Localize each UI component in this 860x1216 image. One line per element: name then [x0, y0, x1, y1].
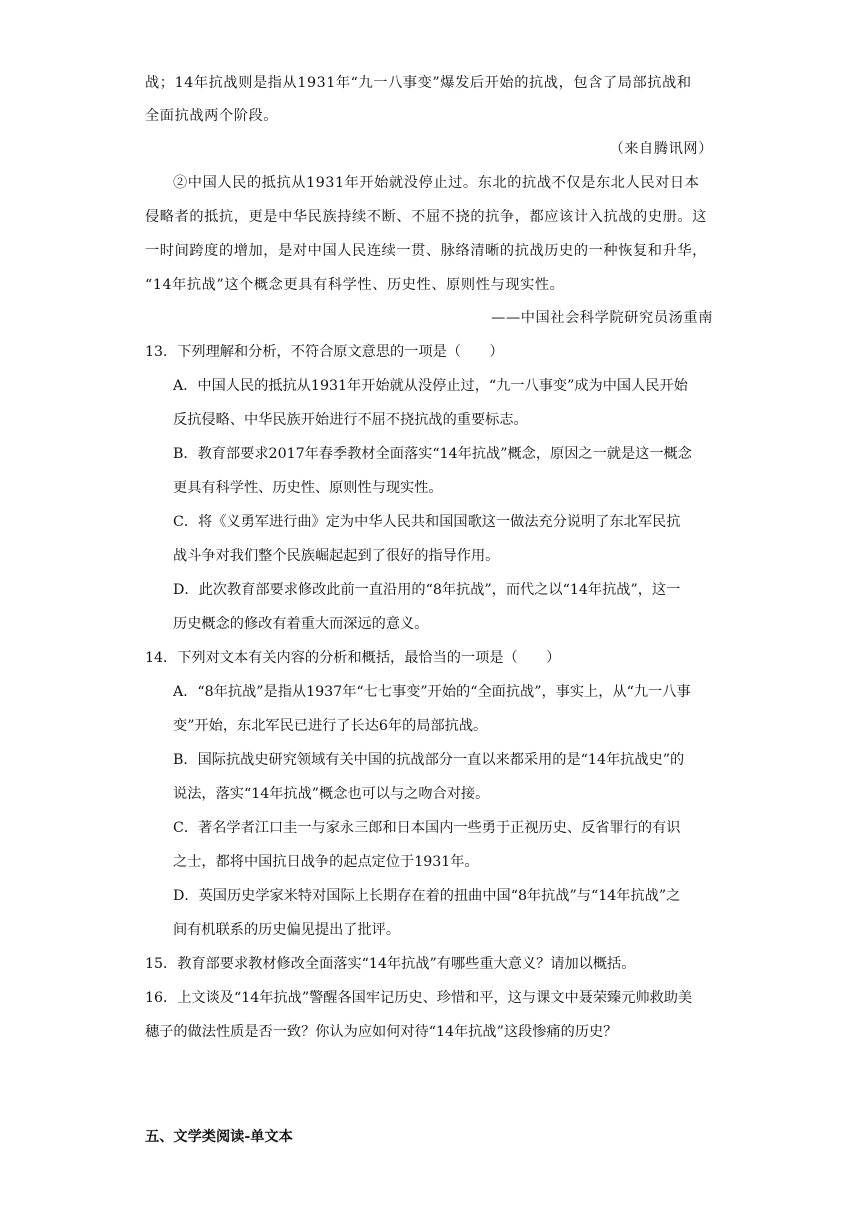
- passage-p1-line2: 全面抗战两个阶段。: [145, 108, 279, 124]
- passage-p2-line2: 侵略者的抵抗，更是中华民族持续不断、不屈不挠的抗争，都应该计入抗战的史册。这: [145, 209, 707, 225]
- question-14-option-b-cont: 说法，落实“14年抗战”概念也可以与之吻合对接。: [173, 786, 490, 802]
- passage-source: （来自腾讯网）: [609, 141, 713, 157]
- passage-p1-line1: 战；14年抗战则是指从1931年“九一八事变”爆发后开始的抗战，包含了局部抗战和: [145, 75, 692, 91]
- question-13-option-d: D．此次教育部要求修改此前一直沿用的“8年抗战”，而代之以“14年抗战”，这一: [173, 582, 681, 598]
- passage-p2-line3: 一时间跨度的增加，是对中国人民连续一贯、脉络清晰的抗战历史的一种恢复和升华，: [145, 243, 707, 259]
- passage-p2-line1: ②中国人民的抵抗从1931年开始就没停止过。东北的抗战不仅是东北人民对日本: [173, 175, 700, 191]
- question-14-option-b: B．国际抗战史研究领域有关中国的抗战部分一直以来都采用的是“14年抗战史”的: [173, 752, 685, 768]
- question-14-stem: 14．下列对文本有关内容的分析和概括，最恰当的一项是（ ）: [145, 650, 561, 666]
- question-14-option-c-cont: 之士，都将中国抗日战争的起点定位于1931年。: [173, 854, 479, 870]
- question-13-option-d-cont: 历史概念的修改有着重大而深远的意义。: [173, 616, 429, 632]
- question-13-option-a: A．中国人民的抵抗从1931年开始就从没停止过，“九一八事变”成为中国人民开始: [173, 378, 688, 394]
- question-14-option-d: D．英国历史学家米特对国际上长期存在着的扭曲中国“8年抗战”与“14年抗战”之: [173, 888, 681, 904]
- question-14-option-d-cont: 间有机联系的历史偏见提出了批评。: [173, 922, 401, 938]
- question-14-option-c: C．著名学者江口圭一与家永三郎和日本国内一些勇于正视历史、反省罪行的有识: [173, 820, 681, 836]
- section-heading: 五、文学类阅读-单文本: [145, 1129, 293, 1145]
- question-13-option-b: B．教育部要求2017年春季教材全面落实“14年抗战”概念，原因之一就是这一概念: [173, 446, 692, 462]
- question-15-stem: 15．教育部要求教材修改全面落实“14年抗战”有哪些重大意义？请加以概括。: [145, 956, 636, 972]
- passage-p2-line4: “14年抗战”这个概念更具有科学性、历史性、原则性与现实性。: [145, 277, 565, 293]
- passage-attribution: ——中国社会科学院研究员汤重南: [491, 310, 713, 326]
- question-16-line1: 16．上文谈及“14年抗战”警醒各国牢记历史、珍惜和平，这与课文中聂荣臻元帅救助美: [145, 990, 693, 1006]
- question-14-option-a: A．“8年抗战”是指从1937年“七七事变”开始的“全面抗战”，事实上，从“九一八事: [173, 684, 691, 700]
- question-13-option-c: C．将《义勇军进行曲》定为中华人民共和国国歌这一做法充分说明了东北军民抗: [173, 514, 681, 530]
- question-14-option-a-cont: 变”开始，东北军民已进行了长达6年的局部抗战。: [173, 718, 488, 734]
- question-13-option-c-cont: 战斗争对我们整个民族崛起起到了很好的指导作用。: [173, 548, 500, 564]
- question-13-stem: 13．下列理解和分析，不符合原文意思的一项是（ ）: [145, 344, 504, 360]
- question-16-line2: 穗子的做法性质是否一致？你认为应如何对待“14年抗战”这段惨痛的历史？: [145, 1024, 618, 1040]
- question-13-option-b-cont: 更具有科学性、历史性、原则性与现实性。: [173, 480, 443, 496]
- question-13-option-a-cont: 反抗侵略、中华民族开始进行不屈不挠抗战的重要标志。: [173, 412, 528, 428]
